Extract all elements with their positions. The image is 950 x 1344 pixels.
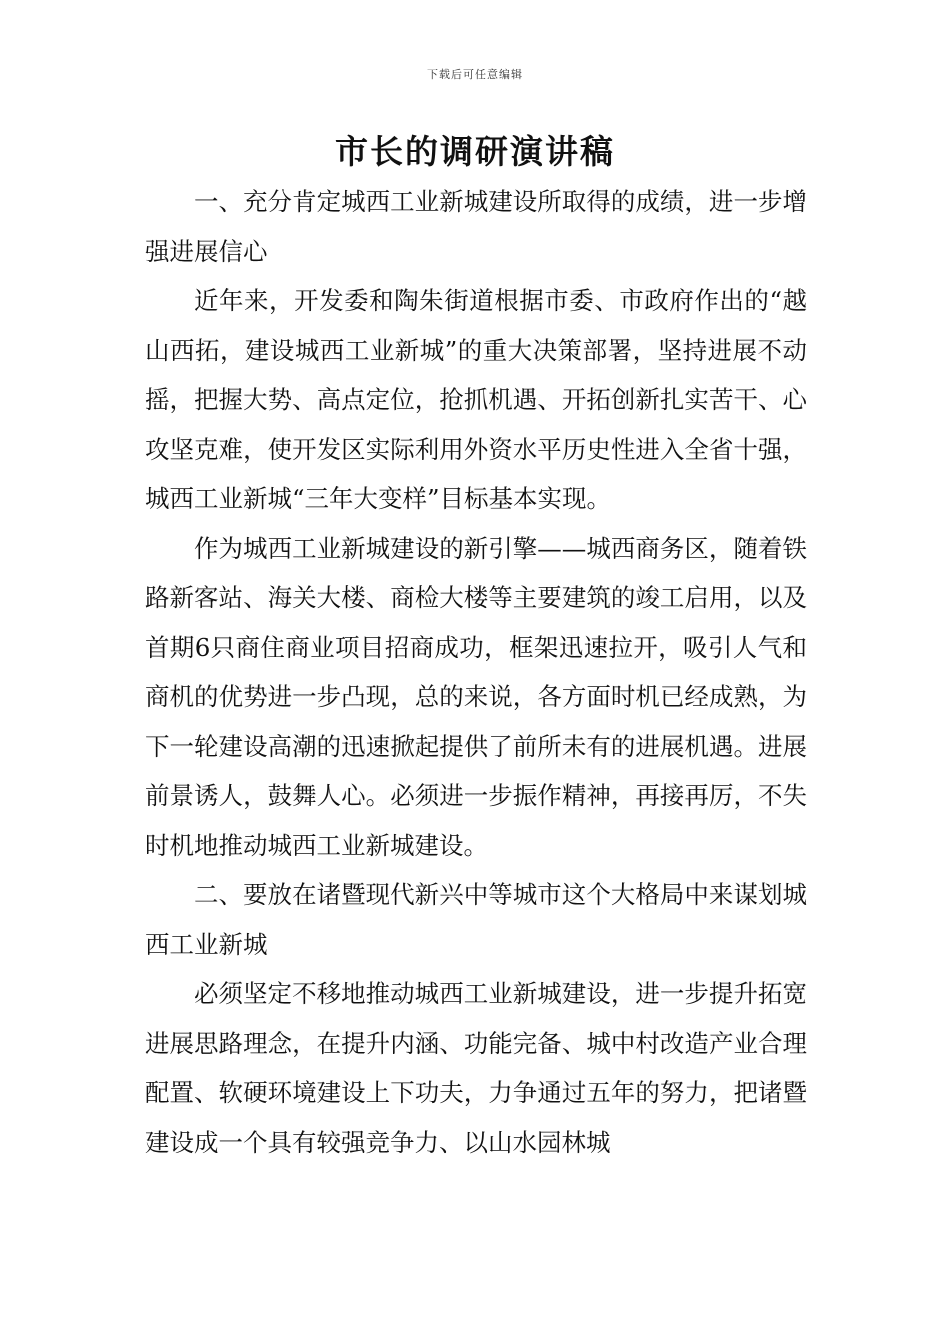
paragraph: 必须坚定不移地推动城西工业新城建设，进一步提升拓宽进展思路理念，在提升内涵、功能完备、城中村改造产业合理配置、软硬环境建设上下功夫，力争通过五年的努力，把诸暨建设成一个具有较强竞争力、以山水园林城 xyxy=(145,979,807,1157)
paragraph: 作为城西工业新城建设的新引擎——城西商务区，随着铁路新客站、海关大楼、商检大楼等主要建筑的竣工启用，以及首期6只商住商业项目招商成功，框架迅速拉开，吸引人气和商机的优势进一步凸现，总的来说，各方面时机已经成熟，为下一轮建设高潮的迅速掀起提供了前所未有的进展机遇。进展前景诱人，鼓舞人心。必须进一步振作精神，再接再厉，不失时机地推动城西工业新城建设。 xyxy=(145,533,807,860)
header-note: 下载后可任意编辑 xyxy=(427,68,523,81)
paragraph-heading-2: 二、要放在诸暨现代新兴中等城市这个大格局中来谋划城西工业新城 xyxy=(145,880,807,959)
document-body xyxy=(145,177,807,1167)
paragraph: 近年来，开发委和陶朱街道根据市委、市政府作出的“越山西拓，建设城西工业新城”的重大决策部署，坚持进展不动摇，把握大势、高点定位，抢抓机遇、开拓创新扎实苦干、心攻坚克难，使开发区实际利用外资水平历史性进入全省十强，城西工业新城“三年大变样”目标基本实现。 xyxy=(145,286,807,513)
paragraph-heading-1: 一、充分肯定城西工业新城建设所取得的成绩，进一步增强进展信心 xyxy=(145,187,807,266)
document-title: 市长的调研演讲稿 xyxy=(335,132,615,171)
